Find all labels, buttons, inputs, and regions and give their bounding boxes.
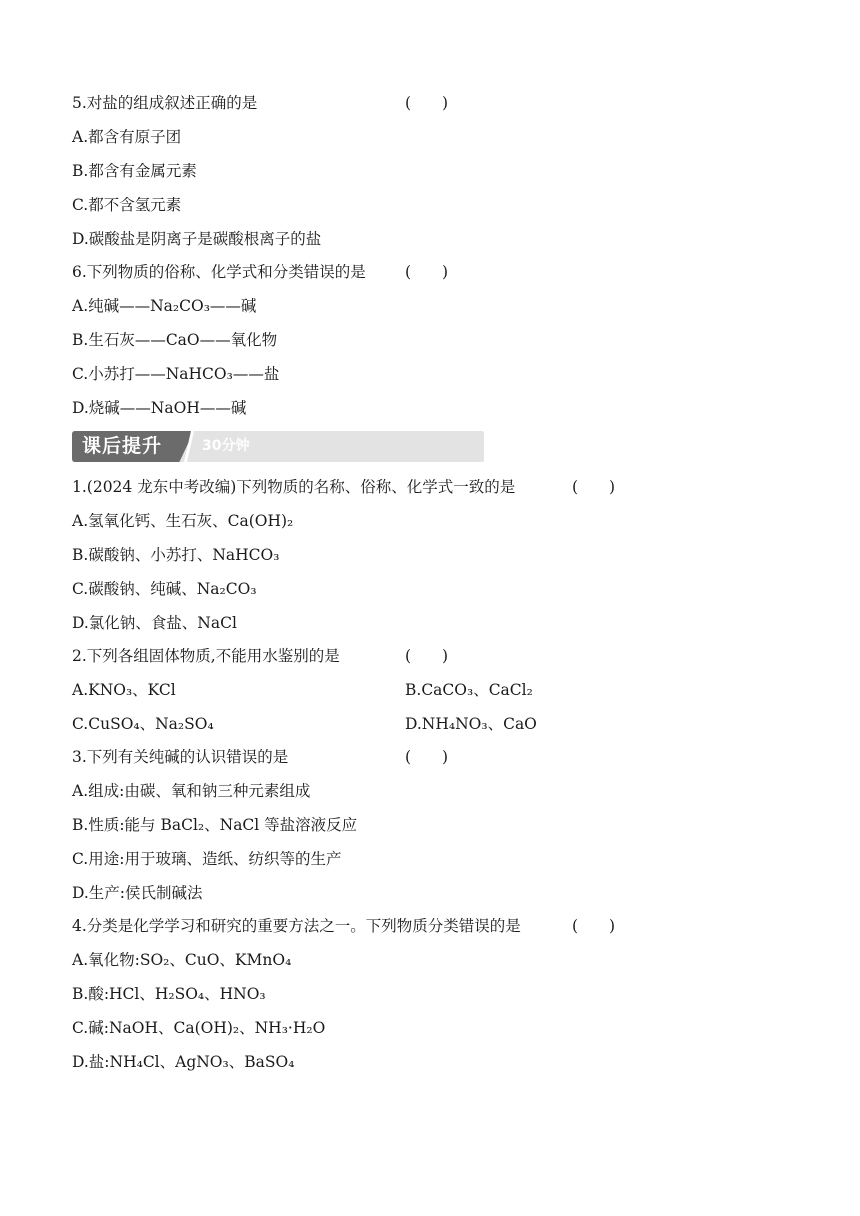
question-1-answer-paren: ( ) [572, 478, 616, 496]
question-2-answer-paren: ( ) [405, 647, 449, 665]
question-1-option-d: D.氯化钠、食盐、NaCl [72, 614, 237, 632]
question-3-option-b: B.性质:能与 BaCl₂、NaCl 等盐溶液反应 [72, 816, 358, 834]
banner-time: 30分钟 [202, 438, 250, 454]
question-3-option-d: D.生产:侯氏制碱法 [72, 884, 203, 902]
question-2-option-d: D.NH₄NO₃、CaO [405, 715, 537, 733]
question-4-option-a: A.氧化物:SO₂、CuO、KMnO₄ [72, 951, 292, 969]
question-2-option-a: A.KNO₃、KCl [72, 681, 176, 699]
question-6-stem: 6.下列物质的俗称、化学式和分类错误的是 [72, 263, 366, 281]
question-6-answer-paren: ( ) [405, 263, 449, 281]
question-2-stem: 2.下列各组固体物质,不能用水鉴别的是 [72, 647, 340, 665]
question-5-option-c: C.都不含氢元素 [72, 196, 182, 214]
question-4-answer-paren: ( ) [572, 917, 616, 935]
question-6-option-d: D.烧碱——NaOH——碱 [72, 399, 247, 417]
question-1-option-a: A.氢氧化钙、生石灰、Ca(OH)₂ [72, 512, 294, 530]
question-6-option-a: A.纯碱——Na₂CO₃——碱 [72, 297, 257, 315]
question-5-stem: 5.对盐的组成叙述正确的是 [72, 94, 258, 112]
question-5-option-a: A.都含有原子团 [72, 128, 182, 146]
question-5-option-d: D.碳酸盐是阴离子是碳酸根离子的盐 [72, 230, 322, 248]
question-5-option-b: B.都含有金属元素 [72, 162, 197, 180]
question-2-option-b: B.CaCO₃、CaCl₂ [405, 681, 533, 699]
question-4-option-d: D.盐:NH₄Cl、AgNO₃、BaSO₄ [72, 1053, 295, 1071]
question-1-option-c: C.碳酸钠、纯碱、Na₂CO₃ [72, 580, 257, 598]
question-3-option-c: C.用途:用于玻璃、造纸、纺织等的生产 [72, 850, 342, 868]
banner-title: 课后提升 [82, 435, 163, 457]
question-2-option-c: C.CuSO₄、Na₂SO₄ [72, 715, 214, 733]
question-3-stem: 3.下列有关纯碱的认识错误的是 [72, 748, 289, 766]
question-6-option-b: B.生石灰——CaO——氧化物 [72, 331, 278, 349]
question-3-option-a: A.组成:由碳、氧和钠三种元素组成 [72, 782, 311, 800]
question-1-stem: 1.(2024 龙东中考改编)下列物质的名称、俗称、化学式一致的是 [72, 478, 516, 496]
question-6-option-c: C.小苏打——NaHCO₃——盐 [72, 365, 280, 383]
question-4-option-c: C.碱:NaOH、Ca(OH)₂、NH₃·H₂O [72, 1019, 326, 1037]
question-4-option-b: B.酸:HCl、H₂SO₄、HNO₃ [72, 985, 266, 1003]
section-banner [72, 431, 484, 462]
question-3-answer-paren: ( ) [405, 748, 449, 766]
question-5-answer-paren: ( ) [405, 94, 449, 112]
question-1-option-b: B.碳酸钠、小苏打、NaHCO₃ [72, 546, 280, 564]
question-4-stem: 4.分类是化学学习和研究的重要方法之一。下列物质分类错误的是 [72, 917, 521, 935]
